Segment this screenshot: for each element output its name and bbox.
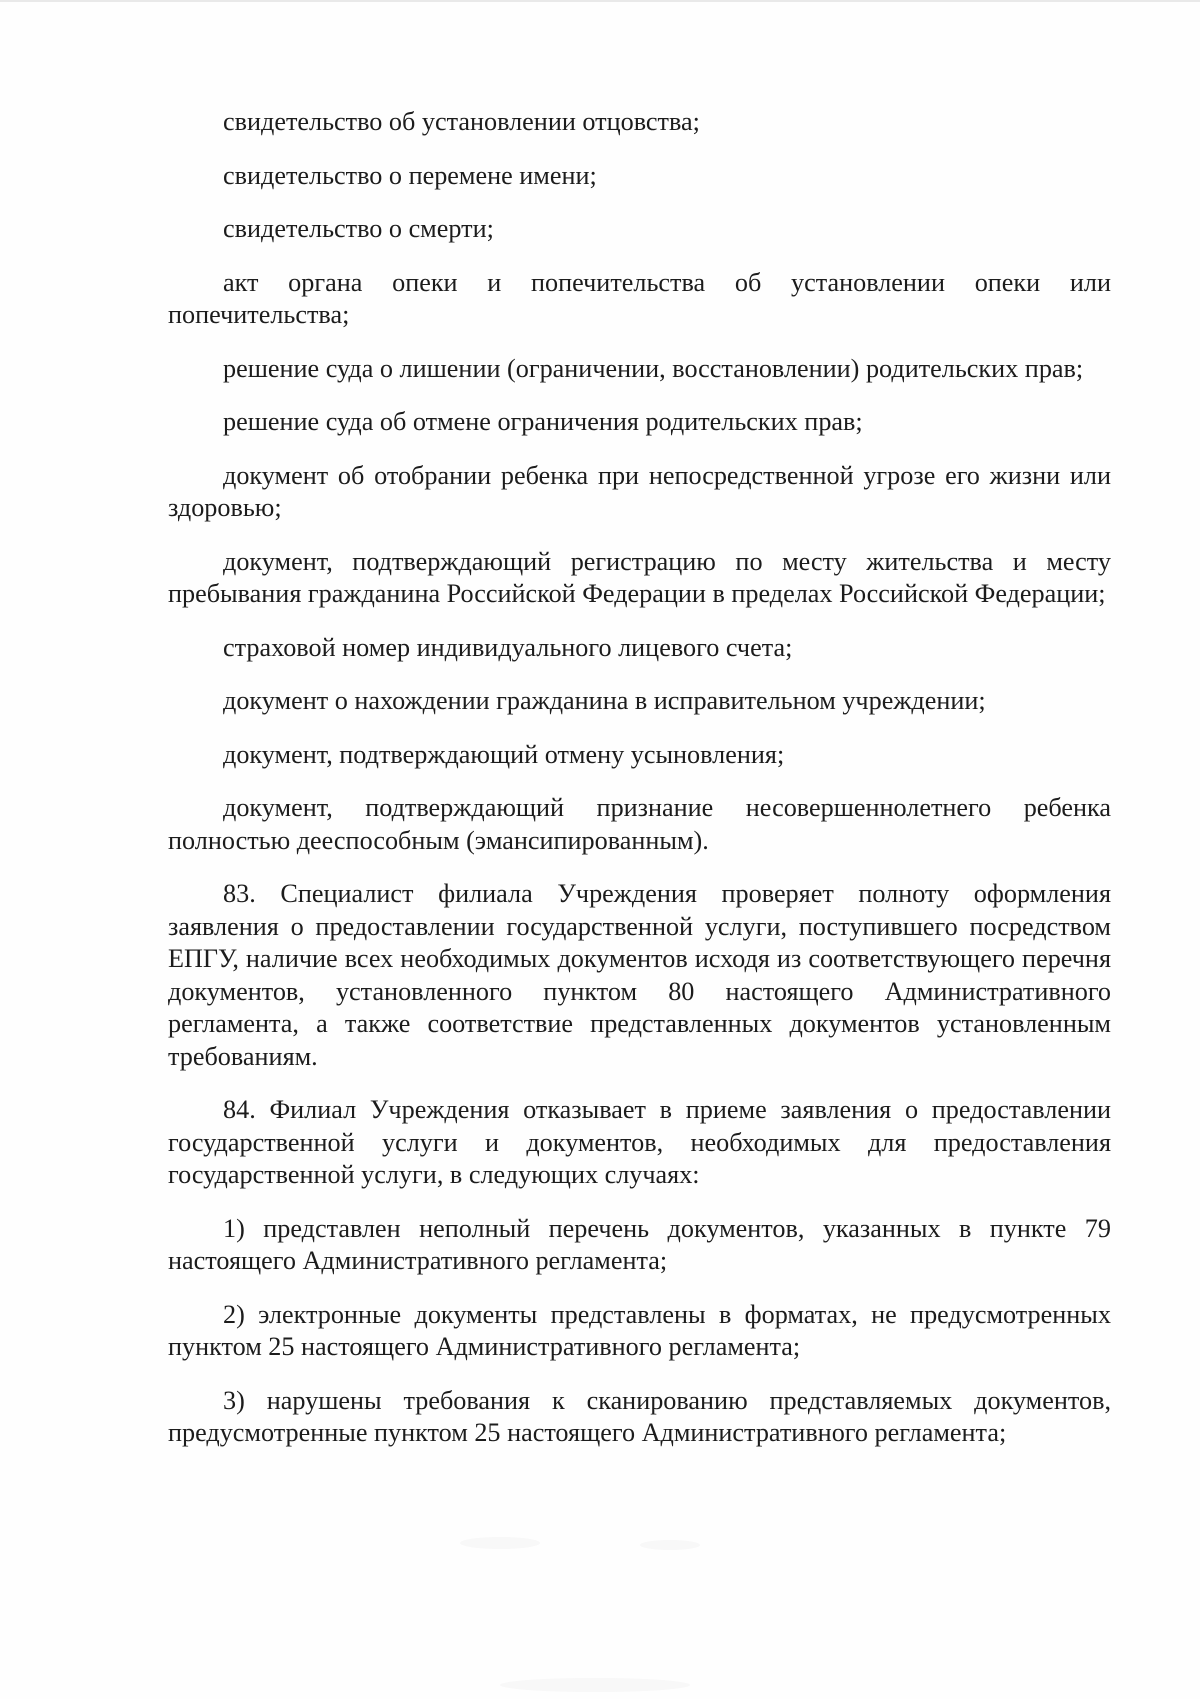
clause-84-item-3: 3) нарушены требования к сканированию представляемых документов, предусмотренные пунктом 25 настоящего Административного регламента; — [168, 1385, 1111, 1447]
list-item: акт органа опеки и попечительства об установлении опеки или попечительства; — [168, 267, 1111, 329]
clause-84-item-2: 2) электронные документы представлены в форматах, не предусмотренных пунктом 25 настоящего Административного регламента; — [168, 1299, 1111, 1361]
list-item: документ, подтверждающий признание несовершеннолетнего ребенка полностью дееспособным (эмансипированным). — [168, 793, 1111, 855]
list-item: документ о нахождении гражданина в исправительном учреждении; — [223, 686, 986, 715]
list-item: документ об отобрании ребенка при непосредственной угрозе его жизни или здоровью; — [168, 460, 1111, 522]
scan-artifact — [640, 1540, 700, 1550]
clause-84: 84. Филиал Учреждения отказывает в приеме заявления о предоставлении государственной услуги и документов, необходимых для предоставления государственной услуги, в следующих случаях: — [168, 1095, 1111, 1189]
clause-83: 83. Специалист филиала Учреждения проверяет полноту оформления заявления о предоставлении государственной услуги, поступившего посредством ЕПГУ, наличие всех необходимых документов исходя из соответствующего перечня документов, установленного пунктом 80 настоящего Административного регламента, а также соответствие представленных документов установленным требованиям. — [168, 879, 1111, 1071]
scan-artifact — [500, 1678, 690, 1692]
list-item: документ, подтверждающий регистрацию по месту жительства и месту пребывания гражданина Российской Федерации в пределах Российской Федерации; — [168, 546, 1111, 608]
list-item: решение суда об отмене ограничения родительских прав; — [223, 407, 863, 436]
list-item: свидетельство о смерти; — [223, 214, 494, 243]
list-item: свидетельство об установлении отцовства; — [223, 107, 700, 136]
list-item: страховой номер индивидуального лицевого счета; — [223, 632, 793, 662]
document-body — [168, 106, 1111, 1450]
clause-84-item-1: 1) представлен неполный перечень документов, указанных в пункте 79 настоящего Административного регламента; — [168, 1213, 1111, 1275]
list-item: решение суда о лишении (ограничении, восстановлении) родительских прав; — [223, 353, 1084, 383]
list-item: свидетельство о перемене имени; — [223, 160, 597, 190]
scan-artifact — [460, 1537, 540, 1549]
list-item: документ, подтверждающий отмену усыновления; — [223, 739, 785, 769]
